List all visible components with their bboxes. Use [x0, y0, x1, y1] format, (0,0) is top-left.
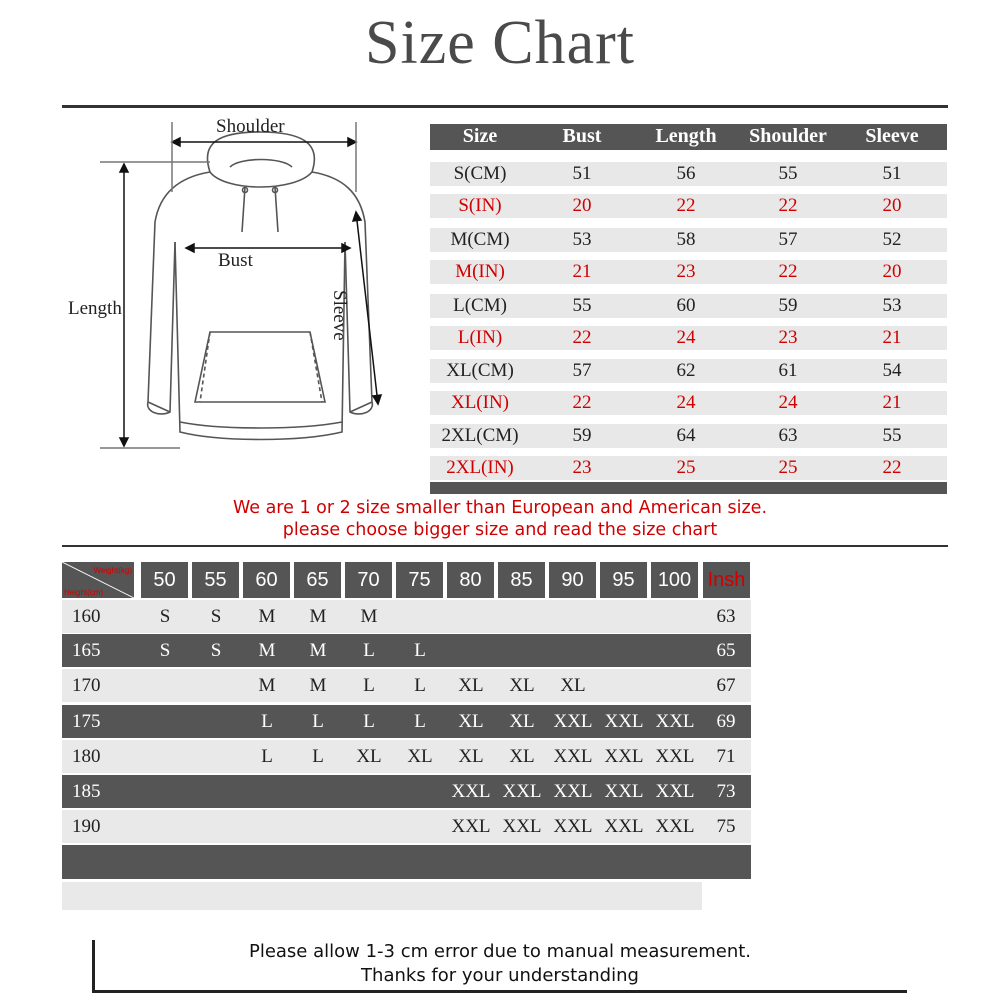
size-cell: XL(CM)	[446, 360, 514, 381]
measurement-cell: 64	[676, 425, 696, 446]
height-cell: 160	[72, 606, 101, 627]
weight-header-cell: 60	[243, 562, 290, 598]
measurement-cell: 57	[572, 360, 592, 381]
measurement-cell: 61	[778, 360, 798, 381]
measurement-cell: 62	[676, 360, 696, 381]
measurement-cell: 22	[778, 195, 798, 216]
size-fit-cell: M	[309, 640, 327, 661]
size-fit-cell: L	[312, 746, 324, 767]
corner-weight-label: Weight(kg)	[93, 566, 132, 575]
measurement-cell: 22	[676, 195, 696, 216]
measurement-cell: 20	[882, 195, 902, 216]
size-cell: M(IN)	[455, 261, 505, 282]
size-fit-cell: L	[414, 675, 426, 696]
measurement-cell: 59	[778, 295, 798, 316]
inch-cell: 63	[716, 606, 736, 627]
sleeve-label: Sleeve	[329, 290, 350, 341]
header-sleeve: Sleeve	[865, 125, 919, 147]
size-cell: L(CM)	[453, 295, 507, 316]
sizing-note-line2: please choose bigger size and read the size chart	[282, 520, 718, 540]
height-cell: 170	[72, 675, 101, 696]
size-table-footer	[430, 482, 947, 494]
size-fit-cell: S	[159, 640, 171, 661]
inch-cell: 73	[716, 781, 736, 802]
fit-grid-row	[62, 775, 751, 808]
bracket-bottom	[92, 990, 907, 993]
grid-empty-dark-row	[62, 845, 751, 879]
size-fit-cell: S	[210, 640, 222, 661]
page-title: Size Chart	[365, 9, 635, 77]
inch-header: Insh	[703, 562, 750, 598]
measurement-cell: 20	[572, 195, 592, 216]
size-fit-cell: XL	[407, 746, 433, 767]
header-length: Length	[655, 125, 717, 147]
measurement-cell: 20	[882, 261, 902, 282]
size-fit-cell: M	[309, 675, 327, 696]
measurement-cell: 60	[676, 295, 696, 316]
length-label: Length	[68, 298, 122, 319]
measurement-cell: 58	[676, 229, 696, 250]
measurement-cell: 53	[572, 229, 592, 250]
size-cell: L(IN)	[457, 327, 503, 348]
measurement-cell: 23	[778, 327, 798, 348]
size-fit-cell: XXL	[502, 816, 542, 837]
measurement-cell: 22	[778, 261, 798, 282]
measurement-cell: 24	[778, 392, 798, 413]
weight-header-cell: 75	[396, 562, 443, 598]
size-fit-cell: L	[363, 675, 375, 696]
size-fit-cell: L	[414, 640, 426, 661]
weight-header-cell: 50	[141, 562, 188, 598]
size-fit-cell: L	[363, 640, 375, 661]
fit-grid-row	[62, 705, 751, 738]
measurement-note-line2: Thanks for your understanding	[361, 965, 639, 986]
size-fit-cell: XXL	[655, 711, 695, 732]
measurement-cell: 55	[572, 295, 592, 316]
measurement-note	[0, 940, 1000, 988]
grid-corner-cell	[62, 562, 134, 598]
measurement-cell: 52	[882, 229, 902, 250]
size-fit-cell: M	[309, 606, 327, 627]
size-fit-cell: M	[258, 675, 276, 696]
measurement-cell: 22	[572, 392, 592, 413]
size-fit-cell: M	[258, 606, 276, 627]
header-size: Size	[462, 125, 498, 147]
size-row	[430, 162, 947, 186]
measurement-cell: 55	[882, 425, 902, 446]
weight-header-cell: 85	[498, 562, 545, 598]
inch-cell: 65	[716, 640, 736, 661]
size-fit-cell: XXL	[655, 816, 695, 837]
size-row	[430, 194, 947, 218]
measurement-note-line1: Please allow 1-3 cm error due to manual measurement.	[248, 941, 752, 962]
inch-cell: 69	[716, 711, 736, 732]
size-row	[430, 391, 947, 415]
size-cell: S(CM)	[453, 163, 507, 184]
size-row	[430, 260, 947, 284]
weight-header-cell: 100	[651, 562, 698, 598]
size-fit-cell: XXL	[604, 711, 644, 732]
measurement-cell: 56	[676, 163, 696, 184]
size-fit-cell: XXL	[655, 746, 695, 767]
inch-cell: 75	[716, 816, 736, 837]
size-fit-cell: XXL	[451, 816, 491, 837]
size-fit-cell: XXL	[553, 711, 593, 732]
size-fit-cell: XL	[509, 746, 535, 767]
size-row	[430, 359, 947, 383]
size-fit-cell: XL	[356, 746, 382, 767]
bust-label: Bust	[218, 250, 253, 271]
measurement-cell: 21	[882, 327, 902, 348]
height-cell: 165	[72, 640, 101, 661]
header-shoulder: Shoulder	[749, 125, 827, 147]
hoodie-diagram	[60, 112, 420, 462]
corner-height-label: Height(cm)	[64, 588, 104, 597]
size-fit-cell: L	[414, 711, 426, 732]
sizing-note	[0, 497, 1000, 541]
measurement-cell: 21	[882, 392, 902, 413]
size-fit-cell: M	[360, 606, 378, 627]
size-fit-cell: XXL	[553, 781, 593, 802]
size-cell: XL(IN)	[450, 392, 510, 413]
size-fit-cell: XL	[458, 711, 484, 732]
size-cell: M(CM)	[450, 229, 510, 250]
fit-grid-row	[62, 634, 751, 667]
measurement-cell: 51	[572, 163, 592, 184]
measurement-cell: 25	[676, 457, 696, 478]
height-cell: 185	[72, 781, 101, 802]
height-cell: 180	[72, 746, 101, 767]
fit-grid-row	[62, 600, 751, 633]
size-fit-cell: S	[159, 606, 171, 627]
size-fit-cell: XL	[458, 746, 484, 767]
measurement-cell: 25	[778, 457, 798, 478]
size-fit-cell: L	[261, 746, 273, 767]
size-fit-cell: L	[312, 711, 324, 732]
measurement-cell: 54	[882, 360, 902, 381]
height-cell: 175	[72, 711, 101, 732]
inch-cell: 71	[716, 746, 736, 767]
measurement-cell: 53	[882, 295, 902, 316]
size-table-header	[430, 124, 947, 150]
size-fit-cell: XXL	[604, 781, 644, 802]
weight-header-cell: 90	[549, 562, 596, 598]
measurement-cell: 51	[882, 163, 902, 184]
size-fit-cell: S	[210, 606, 222, 627]
measurement-cell: 24	[676, 392, 696, 413]
sizing-note-line1: We are 1 or 2 size smaller than European and American size.	[232, 498, 768, 518]
size-fit-cell: XL	[560, 675, 586, 696]
measurement-cell: 23	[676, 261, 696, 282]
measurement-cell: 24	[676, 327, 696, 348]
height-cell: 190	[72, 816, 101, 837]
fit-grid-row	[62, 740, 751, 773]
size-fit-cell: XXL	[604, 746, 644, 767]
size-cell: 2XL(IN)	[446, 457, 514, 478]
size-fit-cell: XXL	[451, 781, 491, 802]
size-row	[430, 228, 947, 252]
size-cell: S(IN)	[458, 195, 502, 216]
size-fit-cell: XXL	[655, 781, 695, 802]
section-divider	[62, 545, 948, 547]
size-fit-cell: L	[363, 711, 375, 732]
weight-header-cell: 80	[447, 562, 494, 598]
fit-grid-row	[62, 669, 751, 702]
size-row	[430, 326, 947, 350]
size-fit-cell: XL	[509, 711, 535, 732]
size-fit-cell: L	[261, 711, 273, 732]
measurement-cell: 63	[778, 425, 798, 446]
weight-header-cell: 65	[294, 562, 341, 598]
title-divider	[62, 105, 948, 108]
weight-header-cell: 95	[600, 562, 647, 598]
measurement-cell: 23	[572, 457, 592, 478]
size-row	[430, 424, 947, 448]
shoulder-label: Shoulder	[216, 116, 285, 137]
measurement-cell: 55	[778, 163, 798, 184]
size-fit-cell: M	[258, 640, 276, 661]
measurement-cell: 59	[572, 425, 592, 446]
size-fit-cell: XXL	[553, 746, 593, 767]
size-fit-cell: XL	[458, 675, 484, 696]
measurement-cell: 22	[882, 457, 902, 478]
size-fit-cell: XL	[509, 675, 535, 696]
inch-cell: 67	[716, 675, 736, 696]
size-fit-cell: XXL	[502, 781, 542, 802]
fit-grid-row	[62, 810, 751, 843]
header-bust: Bust	[562, 125, 602, 147]
size-row	[430, 456, 947, 480]
size-fit-cell: XXL	[604, 816, 644, 837]
size-row	[430, 294, 947, 318]
measurement-cell: 21	[572, 261, 592, 282]
weight-header-cell: 70	[345, 562, 392, 598]
measurement-cell: 22	[572, 327, 592, 348]
grid-empty-light-row	[62, 882, 702, 910]
measurement-cell: 57	[778, 229, 798, 250]
size-cell: 2XL(CM)	[441, 425, 519, 446]
size-fit-cell: XXL	[553, 816, 593, 837]
weight-header-cell: 55	[192, 562, 239, 598]
